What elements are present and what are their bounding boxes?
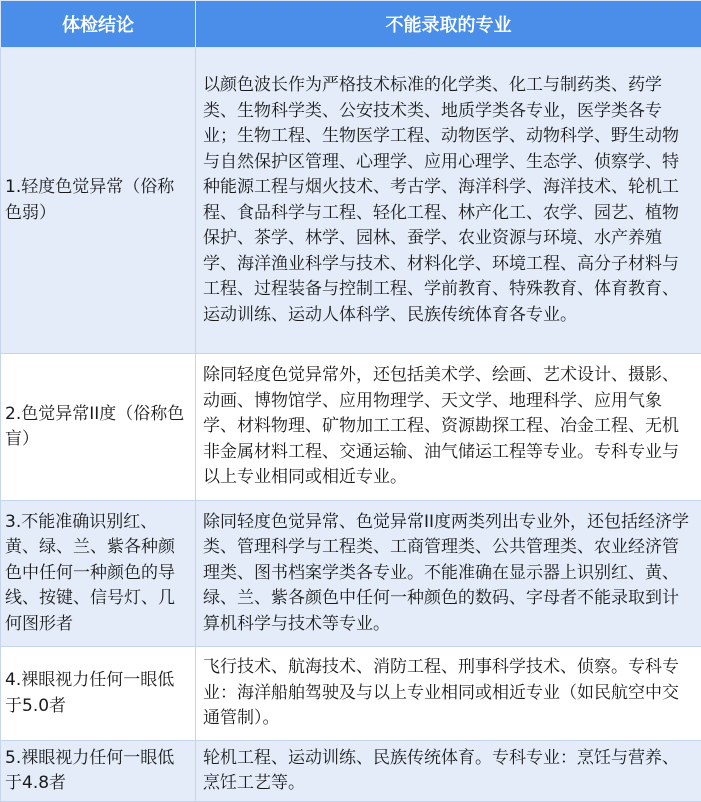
table-row [1,501,701,647]
table-header-row [1,1,701,48]
table-row [1,647,701,741]
table-row [1,48,701,354]
header-excluded-majors: 不能录取的专业 [196,1,701,48]
table-row [1,741,701,802]
condition-cell: 1.轻度色觉异常（俗称色弱） [1,48,196,354]
majors-cell: 除同轻度色觉异常外，还包括美术学、绘画、艺术设计、摄影、动画、博物馆学、应用物理学、天文学、地理科学、应用气象学、材料物理、矿物加工工程、资源勘探工程、冶金工程、无机非金属材料工程、交通运输、油气储运工程等专业。专科专业与以上专业相同或相近专业。 [196,354,701,501]
majors-cell: 轮机工程、运动训练、民族传统体育。专科专业：烹饪与营养、烹饪工艺等。 [196,741,701,802]
header-exam-conclusion: 体检结论 [1,1,196,48]
condition-cell: 5.裸眼视力任何一眼低于4.8者 [1,741,196,802]
majors-cell: 飞行技术、航海技术、消防工程、刑事科学技术、侦察。专科专业：海洋船舶驾驶及与以上专业相同或相近专业（如民航空中交通管制）。 [196,647,701,741]
majors-cell: 除同轻度色觉异常、色觉异常II度两类列出专业外，还包括经济学类、管理科学与工程类、工商管理类、公共管理类、农业经济管理类、图书档案学类各专业。不能准确在显示器上识别红、黄、绿、兰、紫各颜色中任何一种颜色的数码、字母者不能录取到计算机科学与技术等专业。 [196,501,701,647]
condition-cell: 2.色觉异常II度（俗称色盲） [1,354,196,501]
majors-cell: 以颜色波长作为严格技术标准的化学类、化工与制药类、药学类、生物科学类、公安技术类、地质学类各专业，医学类各专业；生物工程、生物医学工程、动物医学、动物科学、野生动物与自然保护区管理、心理学、应用心理学、生态学、侦察学、特种能源工程与烟火技术、考古学、海洋科学、海洋技术、轮机工程、食品科学与工程、轻化工程、林产化工、农学、园艺、植物保护、茶学、林学、园林、蚕学、农业资源与环境、水产养殖学、海洋渔业科学与技术、材料化学、环境工程、高分子材料与工程、过程装备与控制工程、学前教育、特殊教育、体育教育、运动训练、运动人体科学、民族传统体育各专业。 [196,48,701,354]
condition-cell: 4.裸眼视力任何一眼低于5.0者 [1,647,196,741]
condition-cell: 3.不能准确识别红、黄、绿、兰、紫各种颜色中任何一种颜色的导线、按键、信号灯、几何图形者 [1,501,196,647]
table-row [1,354,701,501]
